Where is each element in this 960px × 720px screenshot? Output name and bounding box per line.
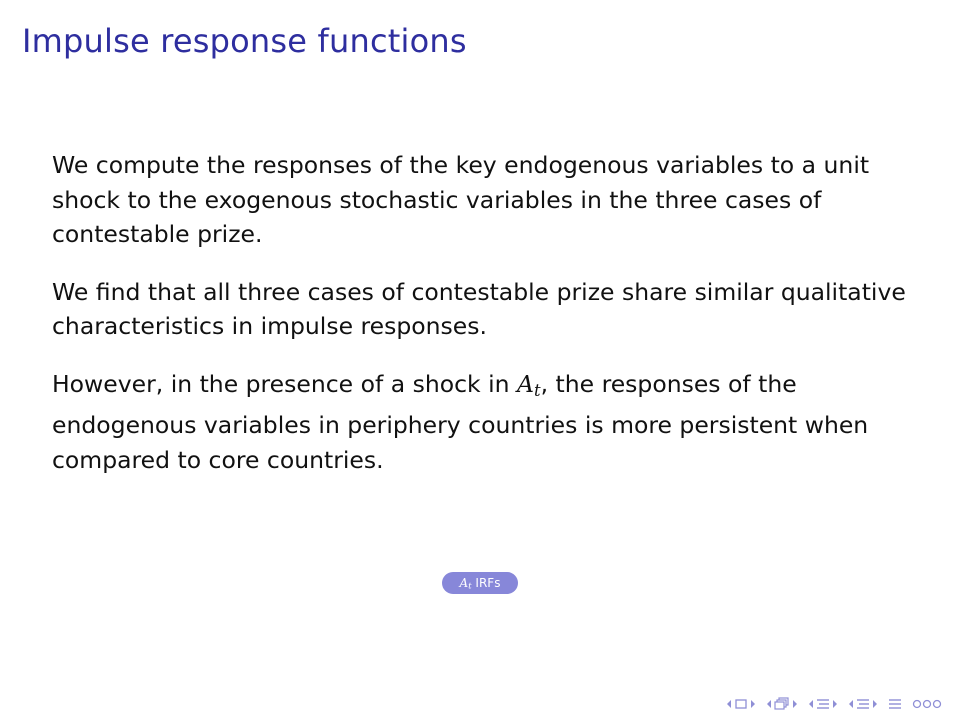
paragraph-3-start: However, in the presence of a shock in [52, 369, 517, 398]
subsection-nav[interactable] [766, 697, 798, 711]
slide-title: Impulse response functions [22, 22, 467, 60]
button-math [460, 576, 472, 590]
arrow-right-icon[interactable] [832, 699, 838, 709]
button-label: IRFs [471, 576, 501, 590]
paragraph-2: We find that all three cases of contestable prize share similar qualitative characteristics in impulse responses. [52, 277, 906, 340]
appendix-nav[interactable] [888, 697, 902, 711]
beamer-navigation-bar [726, 696, 942, 712]
arrow-right-icon[interactable] [872, 699, 878, 709]
paragraph-1: We compute the responses of the key endogenous variables to a unit shock to the exogenous stochastic variables in the three cases of contestable prize. [52, 151, 870, 248]
slide-body [52, 148, 912, 500]
frame-nav-icon[interactable] [734, 698, 748, 710]
at-irfs-link-button[interactable] [442, 572, 518, 594]
subsection-nav-icon[interactable] [774, 697, 790, 711]
search-zoom-icon[interactable] [912, 697, 942, 711]
section-nav-icon[interactable] [816, 697, 830, 711]
arrow-right-icon[interactable] [750, 699, 756, 709]
section-nav[interactable] [808, 697, 838, 711]
button-math-subscript: t [468, 580, 472, 591]
search-nav[interactable] [912, 697, 942, 711]
button-math-base: A [459, 576, 469, 590]
paragraph-3 [52, 367, 912, 478]
arrow-left-icon[interactable] [848, 699, 854, 709]
arrow-left-icon[interactable] [766, 699, 772, 709]
paragraph-3-end: , the responses of the endogenous variables in periphery countries is more persistent when compared to core countries. [52, 369, 869, 474]
slide-nav[interactable] [848, 697, 878, 711]
arrow-left-icon[interactable] [726, 699, 732, 709]
arrow-left-icon[interactable] [808, 699, 814, 709]
shock-variable-math [517, 370, 541, 398]
slide-nav-icon[interactable] [856, 697, 870, 711]
arrow-right-icon[interactable] [792, 699, 798, 709]
frame-nav[interactable] [726, 698, 756, 710]
math-subscript: t [533, 380, 541, 400]
appendix-nav-icon[interactable] [888, 697, 902, 711]
math-base: A [517, 369, 534, 398]
